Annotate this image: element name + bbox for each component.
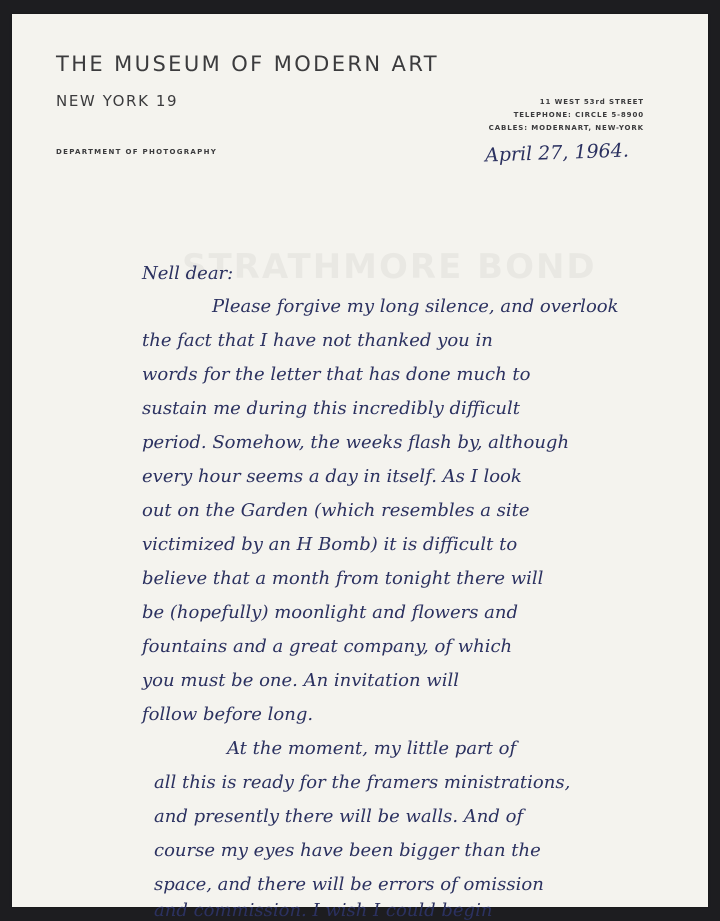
letter-line: out on the Garden (which resembles a site (142, 500, 530, 521)
letter-line: be (hopefully) moonlight and flowers and (142, 602, 519, 623)
letter-line: and commission. I wish I could begin (154, 900, 493, 921)
letterhead-cables: CABLES: MODERNART, NEW-YORK (488, 124, 644, 132)
letter-line: believe that a month from tonight there will (142, 568, 544, 589)
letterhead-telephone: TELEPHONE: CIRCLE 5-8900 (513, 111, 644, 119)
letter-line: period. Somehow, the weeks flash by, although (142, 432, 570, 453)
letter-line: all this is ready for the framers ministrations, (154, 772, 571, 793)
letter-date: April 27, 1964. (484, 139, 630, 167)
letter-line: sustain me during this incredibly difficult (142, 398, 520, 419)
letter-line: words for the letter that has done much to (142, 364, 531, 385)
letter-salutation: Nell dear: (142, 263, 234, 284)
letter-line: follow before long. (142, 704, 314, 725)
paper-watermark (182, 247, 597, 287)
letterhead-street: 11 WEST 53rd STREET (539, 98, 644, 106)
letter-line: fountains and a great company, of which (142, 636, 513, 657)
letter-page (12, 14, 708, 921)
letter-line: Please forgive my long silence, and overlook (212, 296, 619, 317)
letterhead-title: THE MUSEUM OF MODERN ART (56, 52, 440, 76)
letter-line: you must be one. An invitation will (142, 670, 459, 691)
letter-line: every hour seems a day in itself. As I look (142, 466, 522, 487)
letterhead-city: NEW YORK 19 (56, 92, 179, 110)
letterhead-department: DEPARTMENT OF PHOTOGRAPHY (56, 148, 218, 156)
letter-line: course my eyes have been bigger than the (154, 840, 541, 861)
letter-line: space, and there will be errors of omission (154, 874, 544, 895)
letter-line: victimized by an H Bomb) it is difficult to (142, 534, 518, 555)
letterhead-address-block (489, 96, 644, 135)
letter-line: the fact that I have not thanked you in (142, 330, 493, 351)
letter-line: At the moment, my little part of (227, 738, 517, 759)
letter-line: and presently there will be walls. And of (154, 806, 524, 827)
